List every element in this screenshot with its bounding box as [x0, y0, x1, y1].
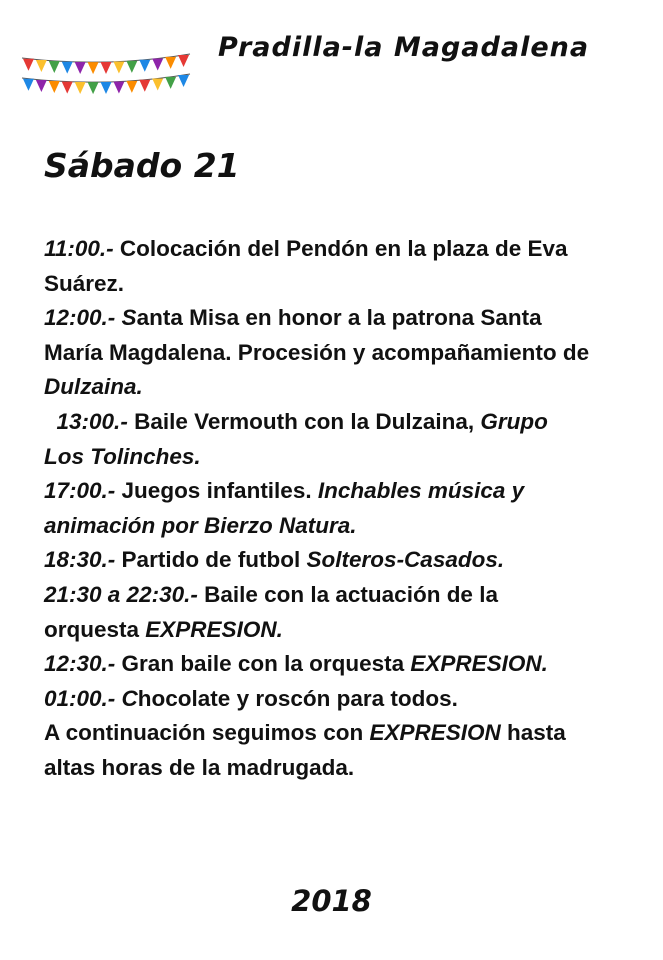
event-highlight: Dulzaina. [44, 374, 143, 400]
program-line [44, 509, 644, 544]
program-line [44, 647, 644, 682]
event-text: orquesta [44, 616, 146, 642]
program-line [44, 370, 644, 405]
program-line [44, 267, 644, 302]
program-line [44, 232, 644, 267]
event-text: Colocación del Pendón en la plaza de Eva [113, 236, 568, 261]
event-text: anta Misa en honor a la patrona Santa [136, 305, 542, 331]
event-time: 18:30.- [44, 547, 116, 573]
program-line [44, 682, 644, 717]
event-time: 11:00.- [44, 236, 114, 261]
event-text: Gran baile con la orquesta [115, 651, 411, 677]
day-heading: Sábado 21 [44, 146, 240, 185]
event-text: Juegos infantiles. [115, 478, 318, 504]
program-line [44, 405, 644, 440]
event-highlight: animación por Bierzo Natura. [44, 512, 357, 538]
event-program [44, 232, 644, 786]
event-text: Baile con la actuación de la [197, 581, 498, 607]
program-line [44, 578, 644, 613]
event-text: hocolate y roscón para todos. [137, 685, 458, 711]
event-highlight: EXPRESION. [145, 616, 283, 642]
program-line [44, 613, 644, 648]
program-line [44, 716, 644, 751]
event-time: 12:30.- [44, 651, 116, 677]
event-highlight: Los Tolinches. [44, 443, 201, 469]
event-highlight: Solteros-Casados. [306, 547, 505, 573]
event-highlight: Grupo [480, 408, 548, 434]
program-line [44, 543, 644, 578]
event-text: Suárez. [44, 270, 125, 296]
event-text: altas horas de la madrugada. [44, 754, 355, 780]
year-label: 2018 [291, 884, 372, 918]
event-text: A continuación seguimos con [44, 720, 370, 746]
page-title: Pradilla-la Magadalena [218, 32, 590, 63]
event-time: 12:00.- S [44, 305, 137, 331]
event-text: Partido de futbol [115, 547, 307, 573]
event-text: Baile Vermouth con la Dulzaina, [127, 408, 481, 434]
event-time: 13:00.- [56, 408, 128, 434]
bunting-flags-icon [18, 50, 194, 102]
event-text: hasta [500, 720, 566, 746]
event-time: 17:00.- [44, 478, 116, 504]
event-highlight: Inchables música y [317, 478, 525, 504]
program-line [44, 440, 644, 475]
program-line [44, 301, 644, 336]
event-highlight: EXPRESION [369, 720, 501, 746]
event-text: María Magdalena. Procesión y acompañamiento de [44, 339, 590, 365]
event-time: 01:00.- C [44, 685, 138, 711]
program-line [44, 751, 644, 786]
program-line [44, 336, 644, 371]
program-line [44, 474, 644, 509]
event-highlight: EXPRESION. [410, 651, 548, 677]
event-time: 21:30 a 22:30.- [44, 581, 198, 607]
